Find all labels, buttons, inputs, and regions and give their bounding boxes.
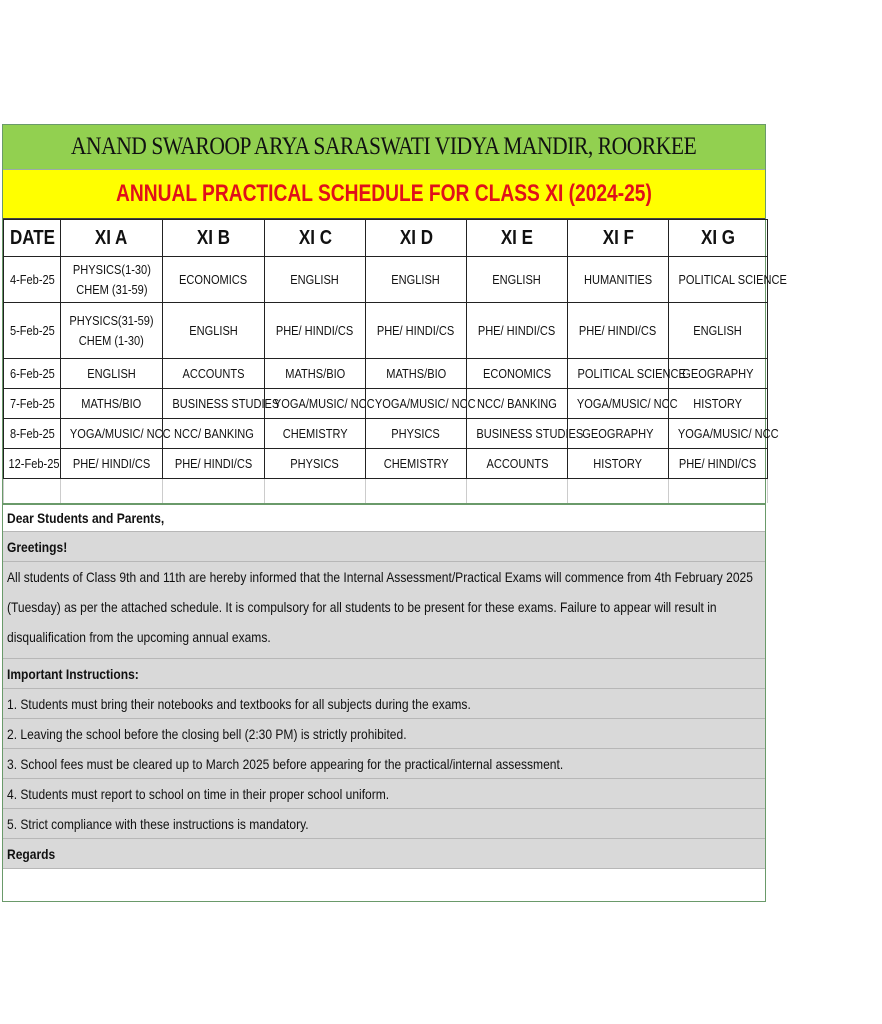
instruction-item: 4. Students must report to school on time in their proper school uniform.: [3, 779, 765, 809]
cell-xi-e: ENGLISH: [467, 257, 568, 303]
cell-xi-b: PHE/ HINDI/CS: [163, 449, 265, 479]
cell-xi-f: YOGA/MUSIC/ NCC: [568, 389, 669, 419]
cell-xi-e: BUSINESS STUDIES: [467, 419, 568, 449]
notice-greeting: Greetings!: [3, 532, 765, 562]
table-row: [4, 359, 768, 389]
table-row: [4, 257, 768, 303]
cell-xi-f: PHE/ HINDI/CS: [568, 303, 669, 359]
cell-xi-c: PHYSICS: [265, 449, 366, 479]
cell-xi-e: ACCOUNTS: [467, 449, 568, 479]
cell-xi-g: ENGLISH: [669, 303, 768, 359]
notice-salutation: Dear Students and Parents,: [3, 505, 765, 532]
blank-cell: [4, 479, 61, 504]
school-name: ANAND SWAROOP ARYA SARASWATI VIDYA MANDIR, ROORKEE: [71, 133, 697, 160]
header-xi-f: XI F: [568, 220, 669, 257]
cell-xi-d: CHEMISTRY: [366, 449, 467, 479]
cell-xi-d: PHYSICS: [366, 419, 467, 449]
cell-xi-e: PHE/ HINDI/CS: [467, 303, 568, 359]
schedule-table: [3, 219, 787, 503]
schedule-title-band: [3, 170, 765, 219]
notice-section: [3, 503, 765, 869]
cell-xi-a: PHYSICS(31-59) CHEM (1-30): [61, 303, 163, 359]
cell-xi-d: YOGA/MUSIC/ NCC: [366, 389, 467, 419]
cell-xi-d: ENGLISH: [366, 257, 467, 303]
instruction-item: 5. Strict compliance with these instructions is mandatory.: [3, 809, 765, 839]
blank-cell: [366, 479, 467, 504]
cell-date: 4-Feb-25: [4, 257, 61, 303]
spreadsheet-sheet: [2, 124, 787, 902]
school-name-band: [3, 125, 765, 170]
header-xi-a: XI A: [61, 220, 163, 257]
cell-xi-d: PHE/ HINDI/CS: [366, 303, 467, 359]
header-xi-g: XI G: [669, 220, 768, 257]
cell-xi-g: POLITICAL SCIENCE: [669, 257, 768, 303]
instruction-item: 1. Students must bring their notebooks and textbooks for all subjects during the exams.: [3, 689, 765, 719]
table-header-row: [4, 220, 768, 257]
cell-xi-e: NCC/ BANKING: [467, 389, 568, 419]
instruction-item: 2. Leaving the school before the closing bell (2:30 PM) is strictly prohibited.: [3, 719, 765, 749]
cell-xi-f: HISTORY: [568, 449, 669, 479]
table-blank-row: [4, 479, 768, 504]
cell-xi-b: NCC/ BANKING: [163, 419, 265, 449]
blank-cell: [669, 479, 768, 504]
header-xi-b: XI B: [163, 220, 265, 257]
cell-date: 5-Feb-25: [4, 303, 61, 359]
cell-date: 7-Feb-25: [4, 389, 61, 419]
cell-xi-f: HUMANITIES: [568, 257, 669, 303]
cell-xi-b: BUSINESS STUDIES: [163, 389, 265, 419]
cell-xi-b: ENGLISH: [163, 303, 265, 359]
cell-xi-g: HISTORY: [669, 389, 768, 419]
cell-xi-g: YOGA/MUSIC/ NCC: [669, 419, 768, 449]
instructions-heading: Important Instructions:: [3, 659, 765, 689]
cell-date: 12-Feb-25: [4, 449, 61, 479]
blank-cell: [467, 479, 568, 504]
table-row: [4, 419, 768, 449]
blank-cell: [568, 479, 669, 504]
cell-xi-c: CHEMISTRY: [265, 419, 366, 449]
cell-xi-g: GEOGRAPHY: [669, 359, 768, 389]
header-xi-c: XI C: [265, 220, 366, 257]
cell-xi-f: POLITICAL SCIENCE: [568, 359, 669, 389]
cell-xi-g: PHE/ HINDI/CS: [669, 449, 768, 479]
cell-xi-d: MATHS/BIO: [366, 359, 467, 389]
cell-xi-c: ENGLISH: [265, 257, 366, 303]
blank-cell: [163, 479, 265, 504]
cell-xi-c: YOGA/MUSIC/ NCC: [265, 389, 366, 419]
blank-cell: [265, 479, 366, 504]
table-row: [4, 303, 768, 359]
table-row: [4, 449, 768, 479]
cell-xi-b: ACCOUNTS: [163, 359, 265, 389]
notice-closing: Regards: [3, 839, 765, 869]
cell-xi-c: PHE/ HINDI/CS: [265, 303, 366, 359]
cell-xi-c: MATHS/BIO: [265, 359, 366, 389]
cell-xi-a: YOGA/MUSIC/ NCC: [61, 419, 163, 449]
cell-date: 8-Feb-25: [4, 419, 61, 449]
schedule-title: ANNUAL PRACTICAL SCHEDULE FOR CLASS XI (2024-25): [116, 180, 652, 207]
cell-xi-b: ECONOMICS: [163, 257, 265, 303]
cell-xi-a: PHYSICS(1-30) CHEM (31-59): [61, 257, 163, 303]
cell-xi-a: MATHS/BIO: [61, 389, 163, 419]
cell-xi-a: PHE/ HINDI/CS: [61, 449, 163, 479]
table-row: [4, 389, 768, 419]
cell-date: 6-Feb-25: [4, 359, 61, 389]
header-xi-e: XI E: [467, 220, 568, 257]
header-date: DATE: [4, 220, 61, 257]
cell-xi-a: ENGLISH: [61, 359, 163, 389]
header-xi-d: XI D: [366, 220, 467, 257]
blank-cell: [61, 479, 163, 504]
cell-xi-e: ECONOMICS: [467, 359, 568, 389]
notice-paragraph: All students of Class 9th and 11th are hereby informed that the Internal Assessment/Practical Exams will commence from 4th February 2025 (Tuesday) as per the attached schedule. It is compulsory for all students to be present for these exams. Failure to appear will result in disqualification from the upcoming annual exams.: [3, 562, 765, 659]
instruction-item: 3. School fees must be cleared up to March 2025 before appearing for the practical/internal assessment.: [3, 749, 765, 779]
cell-xi-f: GEOGRAPHY: [568, 419, 669, 449]
